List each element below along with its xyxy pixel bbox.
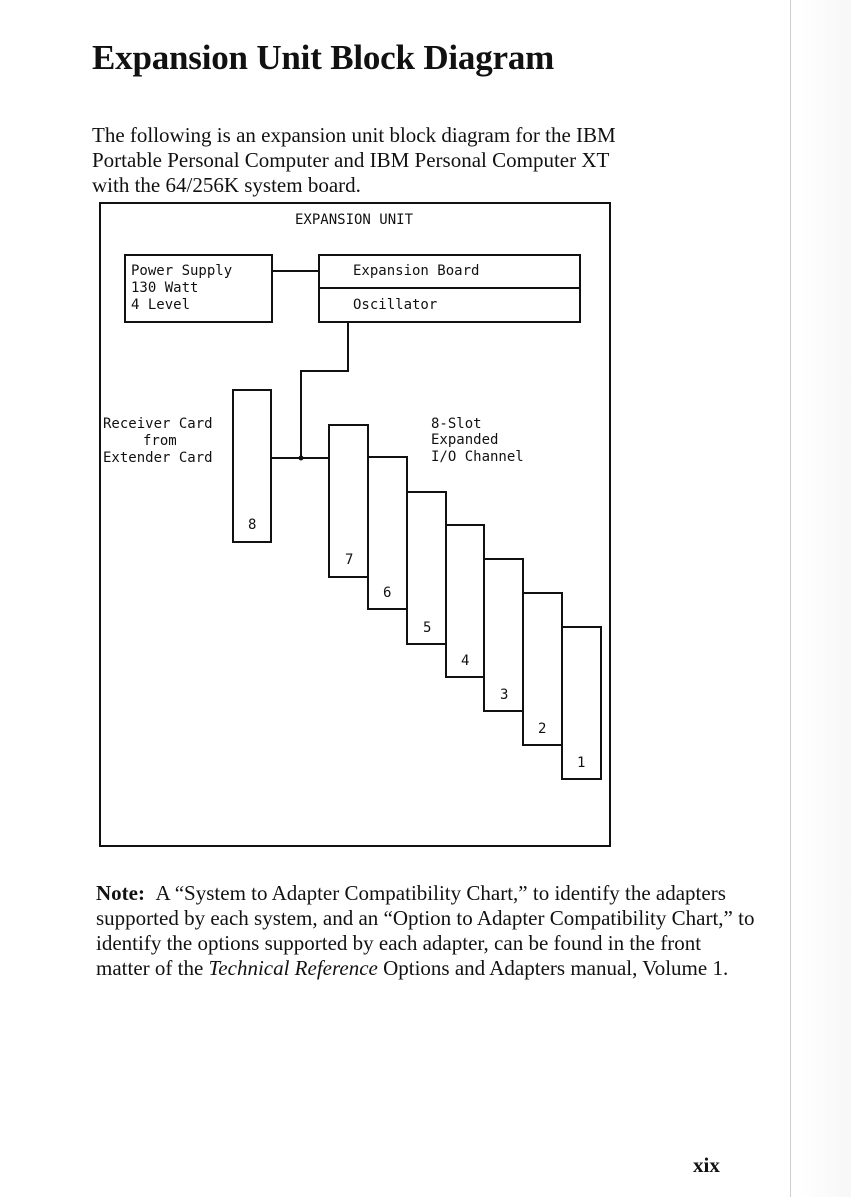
slot-number-label: 5 (423, 620, 432, 636)
io-channel-label: I/O Channel (431, 449, 524, 465)
bus-junction-dot (299, 456, 304, 461)
note-manual-title: Technical Reference (208, 956, 378, 980)
power-supply-label: 130 Watt (131, 280, 199, 296)
oscillator-label: Oscillator (353, 297, 438, 313)
slot-number-label: 3 (500, 687, 509, 703)
io-channel-label: 8-Slot (431, 416, 482, 432)
slot-number-label: 8 (248, 517, 257, 533)
note-text: A “System to Adapter Compatibility Chart,” to identify the adapters supported by each system, and an “Option to Adapter Compatibility Chart,” to identify the options supported by each adapter, can be found in the front matter of the (96, 881, 755, 980)
compatibility-note (96, 881, 756, 981)
receiver-card-label: Receiver Card (103, 416, 213, 432)
slot-number-label: 1 (577, 755, 586, 771)
intro-line: with the 64/256K system board. (92, 173, 361, 197)
page-number: xix (693, 1153, 720, 1177)
page-title: Expansion Unit Block Diagram (92, 38, 555, 77)
note-label: Note: (96, 881, 145, 905)
oscillator-bus-line (301, 322, 348, 458)
note-text-end: Options and Adapters manual, Volume 1. (377, 956, 729, 980)
power-supply-label: 4 Level (131, 297, 191, 313)
receiver-card-label: Extender Card (103, 450, 213, 466)
power-supply-label: Power Supply (131, 263, 233, 279)
slot-number-label: 7 (345, 552, 354, 568)
intro-line: The following is an expansion unit block diagram for the IBM (92, 123, 616, 147)
io-channel-label: Expanded (431, 432, 499, 448)
intro-line: Portable Personal Computer and IBM Personal Computer XT (92, 148, 610, 172)
slot-number-label: 6 (383, 585, 392, 601)
slot-number-label: 2 (538, 721, 547, 737)
slot-number-label: 4 (461, 653, 470, 669)
diagram-title: EXPANSION UNIT (295, 212, 414, 228)
receiver-card-label: from (143, 433, 177, 449)
expansion-board-label: Expansion Board (353, 263, 480, 279)
